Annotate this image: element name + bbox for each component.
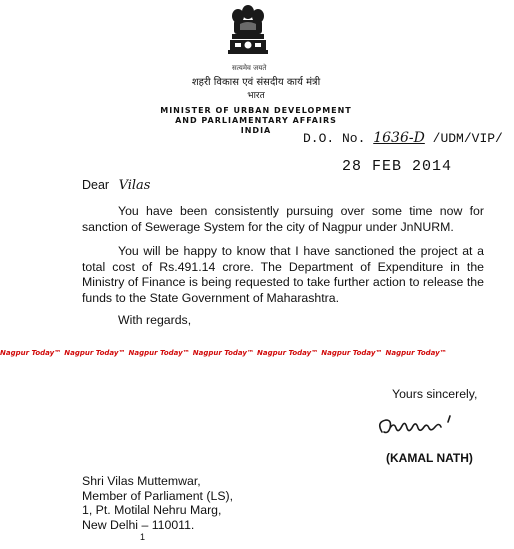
minister-line: INDIA <box>240 126 272 135</box>
watermark-text: Nagpur Today™ <box>192 349 254 357</box>
hindi-country: भारत <box>247 91 265 101</box>
watermark-text: Nagpur Today™ <box>385 349 447 357</box>
signature-image <box>372 412 468 444</box>
watermark-strip <box>0 349 514 357</box>
closing-sincerely: Yours sincerely, <box>392 387 478 401</box>
minister-line: MINISTER OF URBAN DEVELOPMENT <box>160 106 352 115</box>
addressee-line: 1, Pt. Motilal Nehru Marg, <box>82 503 222 517</box>
watermark-text: Nagpur Today™ <box>0 349 62 357</box>
watermark-text: Nagpur Today™ <box>257 349 319 357</box>
body-paragraph-2: You will be happy to know that I have sanctioned the project at a total cost of Rs.491.14 crore. The Department of Expenditure in the Ministry of Finance is being requested to take further action to release the funds to the State Government of Maharashtra. <box>82 244 484 305</box>
salutation <box>82 178 150 193</box>
watermark-text: Nagpur Today™ <box>64 349 126 357</box>
reference-suffix: /UDM/VIP/ <box>432 131 503 146</box>
addressee-line: New Delhi – 110011. <box>82 517 195 532</box>
watermark-text: Nagpur Today™ <box>321 349 383 357</box>
body-paragraph-1: You have been consistently pursuing over some time now for sanction of Sewerage System for the city of Nagpur under JnNURM. <box>82 204 484 234</box>
motto-text: सत्यमेव जयते <box>232 64 267 72</box>
addressee-block <box>82 474 233 532</box>
reference-number <box>303 130 503 146</box>
reference-prefix: D.O. No. <box>303 131 366 146</box>
ashoka-emblem-icon <box>222 2 274 64</box>
salutation-name: Vilas <box>118 178 151 193</box>
reference-handwritten-number: 1636-D <box>373 130 425 146</box>
addressee-line: Shri Vilas Muttemwar, <box>82 474 201 488</box>
signer-name: (KAMAL NATH) <box>386 451 473 465</box>
minister-line: AND PARLIAMENTARY AFFAIRS <box>175 116 337 125</box>
page-mark: 1 <box>140 532 146 542</box>
addressee-line: Member of Parliament (LS), <box>82 488 234 503</box>
regards-line: With regards, <box>118 313 192 327</box>
salutation-dear: Dear <box>82 178 110 192</box>
watermark-text: Nagpur Today™ <box>128 349 190 357</box>
hindi-title: शहरी विकास एवं संसदीय कार्य मंत्री <box>191 77 321 88</box>
date-stamp: 28 FEB 2014 <box>342 158 453 175</box>
